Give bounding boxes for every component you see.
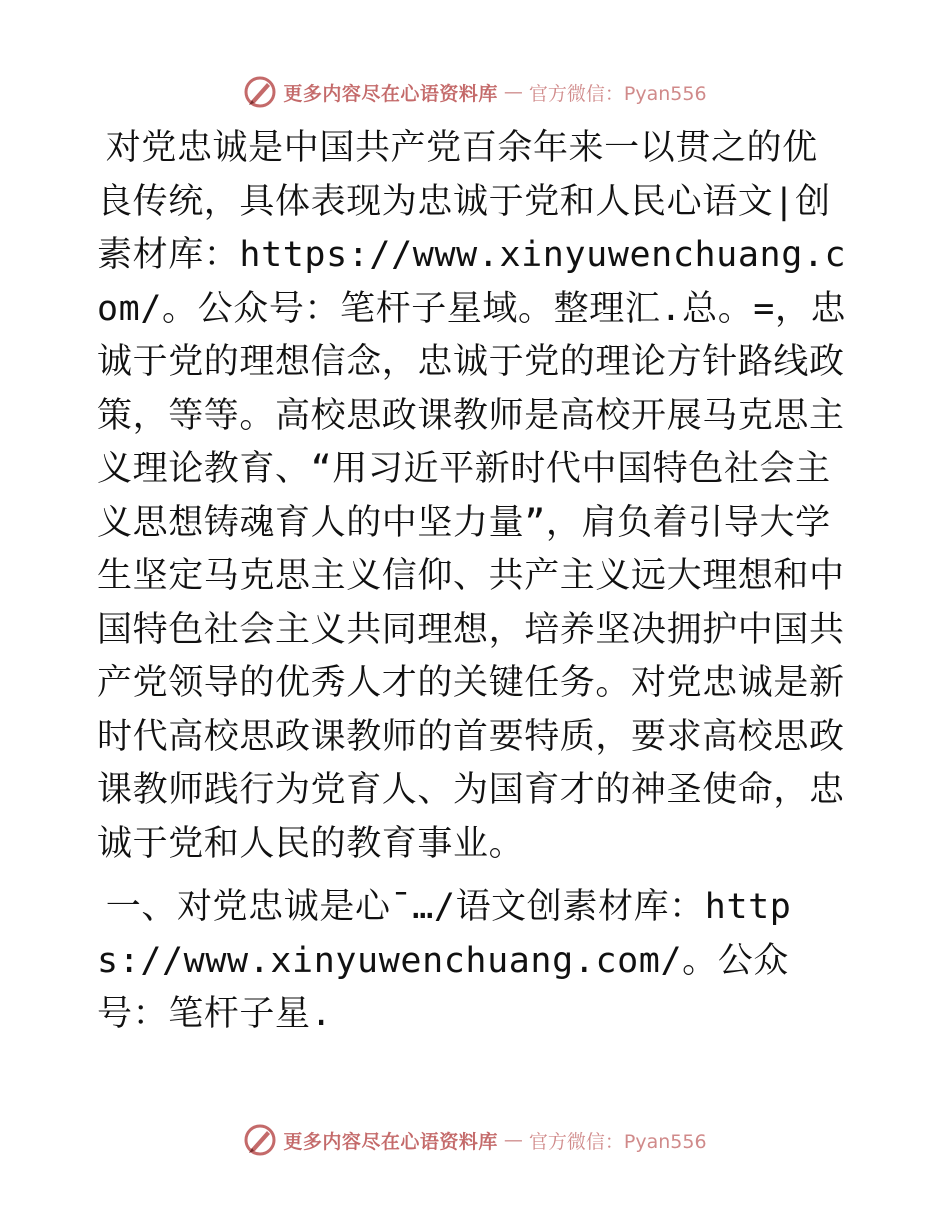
footer-wechat: 官方微信：Pyan556: [528, 1130, 707, 1153]
section-heading-1: 一、对党忠诚是心¯…/语文创素材库：https://www.xinyuwenchuang.com/。公众号：笔杆子星.: [97, 887, 792, 1034]
pen-seal-icon: [243, 75, 277, 109]
footer-slogan: 更多内容尽在心语资料库: [283, 1130, 498, 1153]
footer-banner: [0, 1120, 950, 1160]
pen-seal-icon: [243, 1123, 277, 1157]
header-dash: —: [503, 81, 523, 103]
paragraph-1: 对党忠诚是中国共产党百余年来一以贯之的优良传统，具体表现为忠诚于党和人民心语文|创素材库：https://www.xinyuwenchuang.com/。公众号：笔杆子星域。整理汇.总。=，忠诚于党的理想信念，忠诚于党的理论方针路线政策，等等。高校思政课教师是高校开展马克思主义理论教育、“用习近平新时代中国特色社会主义思想铸魂育人的中坚力量”，肩负着引导大学生坚定马克思主义信仰、共产主义远大理想和中国特色社会主义共同理想，培养坚决拥护中国共产党领导的优秀人才的关键任务。对党忠诚是新时代高校思政课教师的首要特质，要求高校思政课教师践行为党育人、为国育才的神圣使命，忠诚于党和人民的教育事业。: [97, 128, 847, 864]
footer-dash: —: [503, 1129, 523, 1151]
header-banner: [0, 72, 950, 112]
header-slogan: 更多内容尽在心语资料库: [283, 82, 498, 105]
header-wechat: 官方微信：Pyan556: [528, 82, 707, 105]
body-text: [97, 122, 852, 1042]
